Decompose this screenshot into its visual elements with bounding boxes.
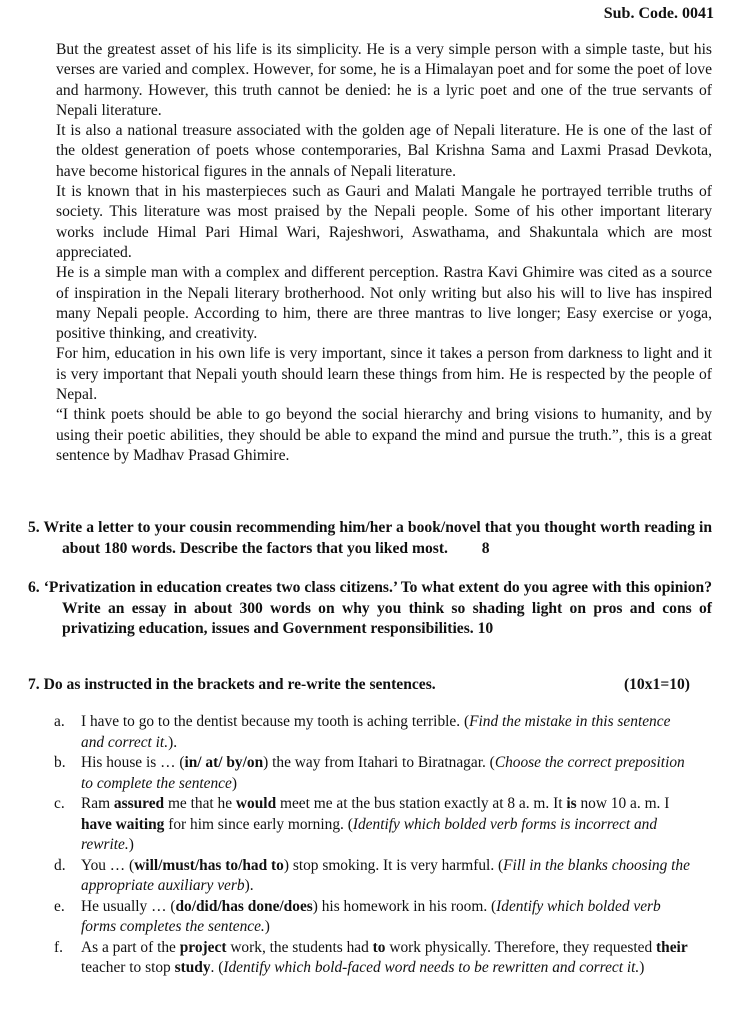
question-6-marks: 10 [477, 620, 494, 637]
bold-text: will/must/has to/had to [134, 856, 284, 874]
bold-text: have waiting [81, 815, 165, 833]
bold-text: study [174, 959, 211, 976]
sub-question-a [54, 712, 694, 753]
sentence-text: Ram [81, 795, 114, 812]
question-7-items [54, 712, 694, 979]
sentence-text: for him since early morning. ( [164, 815, 353, 833]
sentence-text: me that he [164, 795, 236, 812]
sentence-text: I have to go to the dentist because my tooth is aching terrible. ( [81, 713, 470, 730]
question-6-text: 6. ‘Privatization in education creates two class citizens.’ To what extent do you agree with this opinion? Write an essay in about 300 words on why you think so shading light on pros and cons of privatizing education, issues and Government responsibilities. [28, 579, 712, 637]
sub-question-e [54, 897, 694, 938]
sentence-text: ) [639, 959, 645, 976]
bold-text: project [179, 938, 227, 956]
bold-text: do/did/has done/does [175, 897, 313, 915]
sentence-text: ). [244, 877, 254, 894]
instruction-text: Identify which bolded verb forms completes the sentence. [81, 897, 661, 935]
question-5-marks: 8 [481, 539, 490, 557]
sentence-text: ) [231, 774, 237, 792]
sentence-text: ) stop smoking. It is very harmful. ( [283, 856, 504, 874]
question-7 [28, 676, 712, 694]
question-5-text: 5. Write a letter to your cousin recommending him/her a book/novel that you thought worth reading in about 180 words. Describe the factors that you liked most. [28, 519, 712, 557]
sub-question-b [54, 753, 694, 794]
passage-paragraph: But the greatest asset of his life is its simplicity. He is a very simple person with a simple taste, but his verses are varied and complex. However, for some, he is a Himalayan poet and for some the poet of love and harmony. However, this truth cannot be denied: he is a lyric poet and one of the true servants of Nepali literature. [56, 41, 712, 119]
instruction-text: Fill in the blanks choosing the appropriate auxiliary verb [81, 856, 690, 894]
instruction-text: Identify which bold-faced word needs to be rewritten and correct it. [223, 959, 640, 976]
sentence-text: He usually … ( [81, 897, 176, 915]
sentence-text: work, the students had [226, 938, 373, 956]
question-7-text: 7. Do as instructed in the brackets and re-write the sentences. [28, 676, 436, 693]
sentence-text: As a part of the [81, 938, 180, 956]
sentence-text: ) [128, 836, 134, 853]
instruction-text: Choose the correct preposition to complete the sentence [81, 754, 685, 792]
sub-question-c [54, 794, 694, 856]
sub-question-marker: c. [54, 795, 65, 812]
instruction-text: Find the mistake in this sentence and correct it. [81, 713, 671, 751]
subject-code: Sub. Code. 0041 [603, 5, 714, 22]
sub-question-marker: f. [54, 938, 63, 956]
question-7-marks: (10x1=10) [623, 676, 690, 693]
passage-paragraph: For him, education in his own life is very important, since it takes a person from darkness to light and it is very important that Nepali youth should learn these things from him. He is respected by the people of Nepal. [56, 345, 712, 404]
sub-question-d [54, 856, 694, 897]
instruction-text: Identify which bolded verb forms is incorrect and rewrite. [81, 815, 658, 853]
bold-text: would [235, 795, 277, 812]
reading-passage [56, 40, 712, 466]
sub-question-marker: a. [54, 713, 65, 730]
sub-question-marker: d. [54, 856, 66, 874]
passage-paragraph: “I think poets should be able to go beyond the social hierarchy and bring visions to humanity, and by using their poetic abilities, they should be able to expand the mind and pursue the truth.”, this is a great sentence by Madhav Prasad Ghimire. [56, 406, 712, 464]
sentence-text: work physically. Therefore, they requested [385, 938, 657, 956]
sentence-text: now 10 a. m. I [576, 795, 670, 812]
passage-paragraph: It is known that in his masterpieces such as Gauri and Malati Mangale he portrayed terrible truths of society. This literature was most praised by the Nepali people. Some of his other important literary works include Himal Pari Himal Wari, Rajeshwori, Aswathama, and Shakuntala which are most appreciated. [56, 183, 712, 261]
sentence-text: ) [264, 918, 270, 935]
sentence-text: You … ( [81, 856, 135, 874]
bold-text: to [372, 938, 386, 956]
sub-question-marker: b. [54, 754, 66, 771]
sentence-text: ) his homework in his room. ( [312, 897, 497, 915]
sentence-text: ) the way from Itahari to Biratnagar. ( [263, 754, 495, 771]
question-5 [28, 518, 712, 559]
sentence-text: meet me at the bus station exactly at 8 a. m. It [276, 795, 567, 812]
sentence-text: His house is … ( [81, 754, 185, 771]
bold-text: is [566, 795, 577, 812]
bold-text: their [656, 938, 688, 956]
sub-question-f [54, 938, 694, 979]
bold-text: assured [113, 795, 165, 812]
question-6 [28, 578, 712, 640]
passage-paragraph: He is a simple man with a complex and different perception. Rastra Kavi Ghimire was cited as a source of inspiration in the Nepali literary brotherhood. Not only writing but also his will to live has inspired many Nepali people. According to him, there are three mantras to live longer; Easy exercise or yoga, positive thinking, and creativity. [56, 264, 712, 343]
sentence-text: teacher to stop [81, 959, 175, 976]
passage-paragraph: It is also a national treasure associated with the golden age of Nepali literature. He is one of the last of the oldest generation of poets whose contemporaries, Bal Krishna Sama and Laxmi Prasad Devkota, have become historical figures in the annals of Nepali literature. [56, 122, 712, 180]
sentence-text: ). [168, 733, 178, 751]
sub-question-marker: e. [54, 897, 65, 915]
sentence-text: . ( [210, 959, 224, 976]
bold-text: in/ at/ by/on [184, 754, 264, 771]
